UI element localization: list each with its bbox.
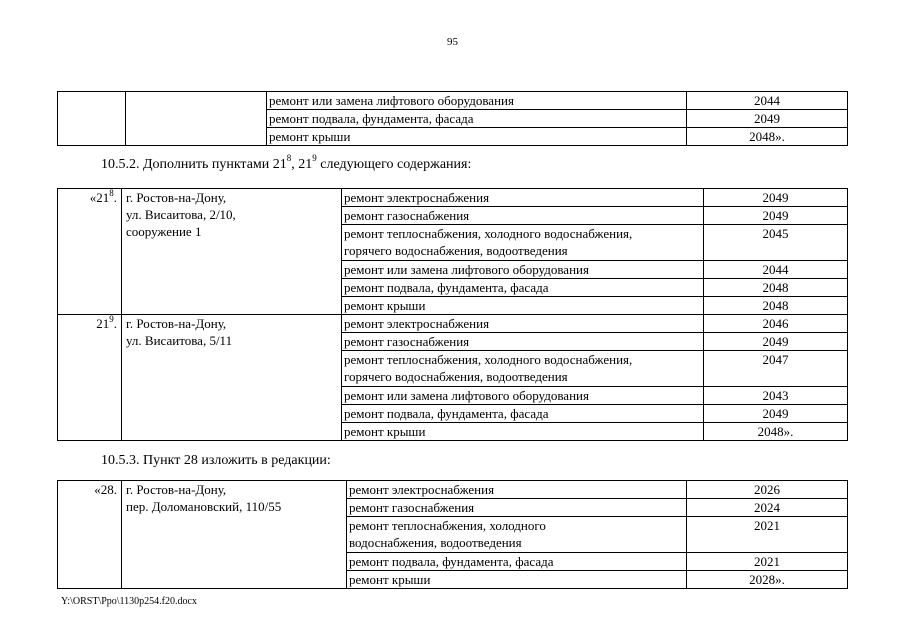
year-cell: 2044 xyxy=(687,92,848,110)
item-number-cell: «$21^8$. xyxy=(58,189,122,315)
work-type-cell: ремонт крыши xyxy=(342,297,704,315)
paragraph-10-5-3: 10.5.3. Пункт 28 изложить в редакции: xyxy=(101,453,331,468)
work-type-cell: ремонт газоснабжения xyxy=(342,333,704,351)
address-cell: г. Ростов-на-Дону, ул. Висаитова, 2/10, сооружение 1 xyxy=(122,189,342,315)
year-cell: 2046 xyxy=(704,315,848,333)
work-type-cell: ремонт теплоснабжения, холодного водоснабжения, водоотведения xyxy=(347,517,687,553)
year-cell: 2048 xyxy=(704,279,848,297)
work-type-cell: ремонт крыши xyxy=(347,571,687,589)
year-cell: 2049 xyxy=(704,207,848,225)
work-type-cell: ремонт электроснабжения xyxy=(347,481,687,499)
paragraph-10-5-2: 10.5.2. Дополнить пунктами $21^8$, $21^9$ следующего содержания: xyxy=(101,153,472,172)
year-cell: 2044 xyxy=(704,261,848,279)
year-cell: 2048». xyxy=(687,128,848,146)
year-cell: 2049 xyxy=(704,189,848,207)
year-cell: 2049 xyxy=(704,333,848,351)
item-number-cell: «28. xyxy=(58,481,122,589)
table-row xyxy=(58,92,848,110)
work-type-cell: ремонт теплоснабжения, холодного водоснабжения, горячего водоснабжения, водоотведения xyxy=(342,351,704,387)
table-items-21 xyxy=(57,188,848,441)
work-type-cell: ремонт газоснабжения xyxy=(347,499,687,517)
number-cell xyxy=(58,92,126,146)
work-type-cell: ремонт подвала, фундамента, фасада xyxy=(342,405,704,423)
table-item-28 xyxy=(57,480,848,589)
year-cell: 2048 xyxy=(704,297,848,315)
work-type-cell: ремонт электроснабжения xyxy=(342,189,704,207)
address-cell: г. Ростов-на-Дону, пер. Доломановский, 110/55 xyxy=(122,481,347,589)
work-type-cell: ремонт подвала, фундамента, фасада xyxy=(347,553,687,571)
year-cell: 2021 xyxy=(687,517,848,553)
work-type-cell: ремонт крыши xyxy=(267,128,687,146)
work-type-cell: ремонт или замена лифтового оборудования xyxy=(342,261,704,279)
year-cell: 2021 xyxy=(687,553,848,571)
work-type-cell: ремонт или замена лифтового оборудования xyxy=(267,92,687,110)
address-cell: г. Ростов-на-Дону, ул. Висаитова, 5/11 xyxy=(122,315,342,441)
work-type-cell: ремонт или замена лифтового оборудования xyxy=(342,387,704,405)
year-cell: 2049 xyxy=(687,110,848,128)
work-type-cell: ремонт подвала, фундамента, фасада xyxy=(267,110,687,128)
table-continuation xyxy=(57,91,848,146)
page-number: 95 xyxy=(447,36,458,48)
work-type-cell: ремонт теплоснабжения, холодного водоснабжения, горячего водоснабжения, водоотведения xyxy=(342,225,704,261)
year-cell: 2049 xyxy=(704,405,848,423)
table-row xyxy=(58,481,848,499)
year-cell: 2043 xyxy=(704,387,848,405)
year-cell: 2026 xyxy=(687,481,848,499)
work-type-cell: ремонт электроснабжения xyxy=(342,315,704,333)
work-type-cell: ремонт крыши xyxy=(342,423,704,441)
file-path-footer: Y:\ORST\Ppo\1130p254.f20.docx xyxy=(61,596,197,607)
year-cell: 2045 xyxy=(704,225,848,261)
table-row xyxy=(58,315,848,333)
work-type-cell: ремонт подвала, фундамента, фасада xyxy=(342,279,704,297)
year-cell: 2048». xyxy=(704,423,848,441)
year-cell: 2024 xyxy=(687,499,848,517)
year-cell: 2028». xyxy=(687,571,848,589)
work-type-cell: ремонт газоснабжения xyxy=(342,207,704,225)
address-cell xyxy=(126,92,267,146)
table-row xyxy=(58,189,848,207)
year-cell: 2047 xyxy=(704,351,848,387)
item-number-cell: $21^9$. xyxy=(58,315,122,441)
